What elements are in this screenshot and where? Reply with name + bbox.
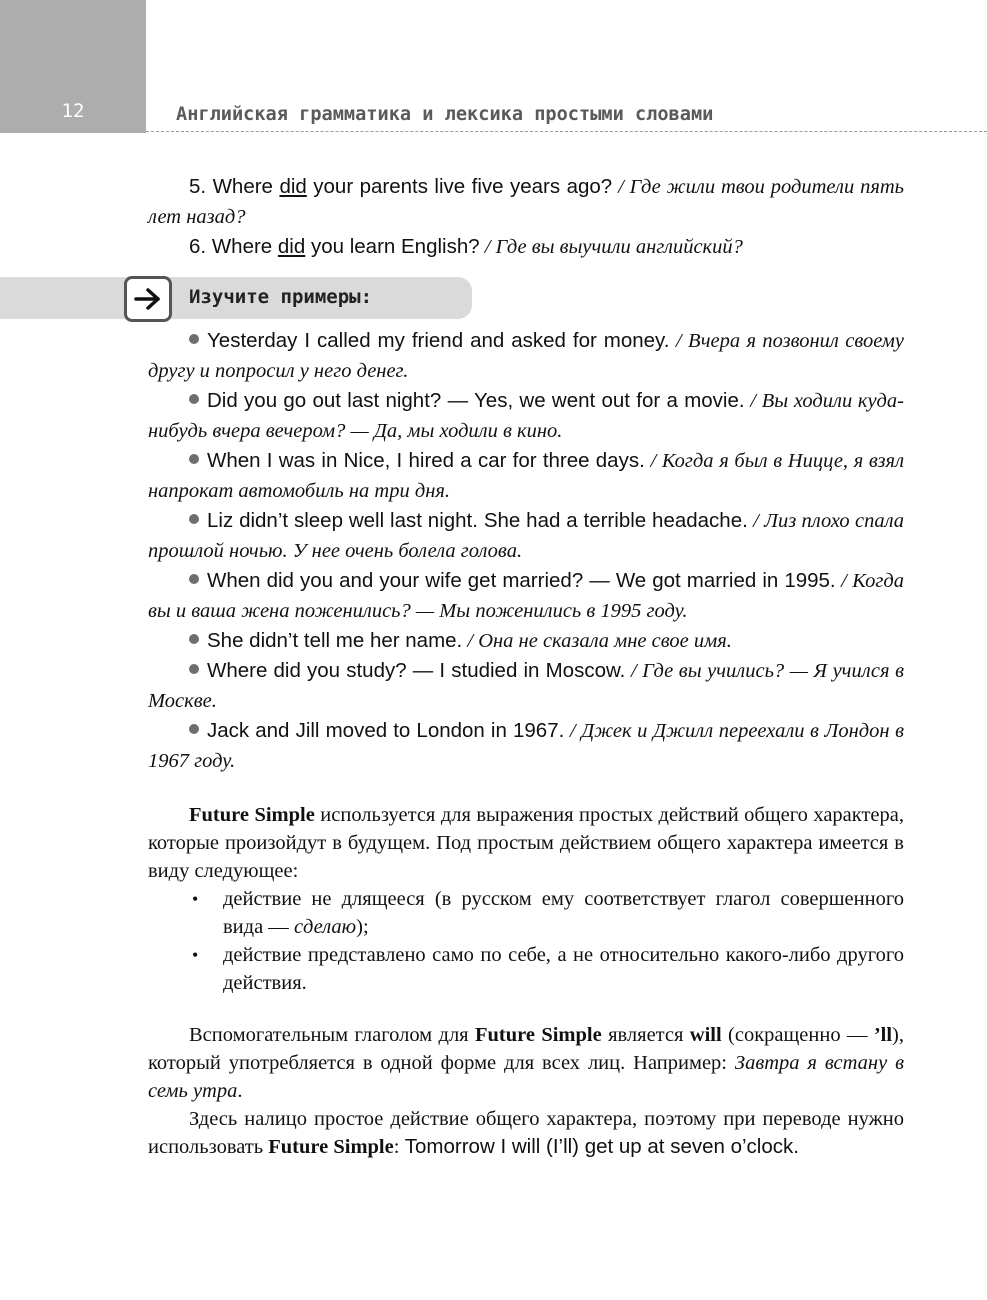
rule-list	[148, 885, 904, 997]
bullet-icon: •	[192, 889, 199, 909]
header-divider	[146, 131, 987, 132]
rule-list-item: • действие не длящееся (в русском ему соответствует глагол совершенного вида — сделаю);	[148, 885, 904, 941]
bullet-icon	[189, 634, 199, 644]
question-5: 5. Where did your parents live five years ago? / Где жили твои родители пять лет назад?	[148, 175, 905, 228]
example-item: Yesterday I called my friend and asked for money. / Вчера я позвонил своему другу и попросил у него денег.	[148, 329, 904, 382]
bullet-icon	[189, 334, 199, 344]
example-item: Did you go out last night? — Yes, we went out for a movie. / Вы ходили куда-нибудь вчера вечером? — Да, мы ходили в кино.	[148, 389, 904, 442]
banner-title: Изучите примеры:	[189, 286, 373, 308]
example-item: Where did you study? — I studied in Moscow. / Где вы учились? — Я учился в Москве.	[148, 659, 904, 712]
bullet-icon	[189, 664, 199, 674]
paragraph-auxiliary: Вспомогательным глаголом для Future Simple является will (сокращенно — ’ll), который употребляется в одной форме для всех лиц. Например: Завтра я встану в семь утра.	[148, 1024, 904, 1102]
paragraph-explanation: Здесь налицо простое действие общего характера, поэтому при переводе нужно использовать Future Simple: Tomorrow I will (I’ll) get up at seven o’clock.	[148, 1108, 904, 1158]
example-item: Jack and Jill moved to London in 1967. / Джек и Джилл переехали в Лондон в 1967 году.	[148, 719, 905, 772]
running-title: Английская грамматика и лексика простыми словами	[176, 104, 714, 125]
aux-did: did	[279, 175, 307, 198]
examples-banner	[0, 277, 472, 319]
aux-did: did	[277, 235, 306, 258]
page-number: 12	[61, 100, 85, 122]
question-6: 6. Where did you learn English? / Где вы выучили английский?	[189, 235, 743, 258]
translation: / Где жили твои родители пять лет назад?	[148, 176, 905, 228]
example-item: When I was in Nice, I hired a car for three days. / Когда я был в Ницце, я взял напрокат автомобиль на три дня.	[148, 449, 905, 502]
paragraph-definition: Future Simple используется для выражения простых действий общего характера, которые произойдут в будущем. Под простым действием общего характера имеется в виду следующее:	[148, 804, 904, 882]
bullet-icon: •	[192, 945, 199, 965]
rule-list-item: • действие представлено само по себе, а не относительно какого-либо другого действия.	[148, 941, 904, 997]
page-content	[148, 173, 904, 1161]
example-item: She didn’t tell me her name. / Она не сказала мне свое имя.	[148, 627, 904, 657]
example-item: Liz didn’t sleep well last night. She had a terrible headache. / Лиз плохо спала прошлой ночью. У нее очень болела голова.	[148, 509, 905, 562]
bullet-icon	[189, 724, 199, 734]
arrow-right-icon	[124, 276, 172, 322]
bullet-icon	[189, 394, 199, 404]
translation: / Где вы выучили английский?	[484, 236, 743, 258]
example-item: When did you and your wife get married? — We got married in 1995. / Когда вы и ваша жена поженились? — Мы поженились в 1995 году.	[148, 569, 904, 622]
bullet-icon	[189, 454, 199, 464]
bullet-icon	[189, 514, 199, 524]
term-future-simple: Future Simple	[189, 804, 315, 826]
grammar-section	[148, 801, 904, 1161]
bullet-icon	[189, 574, 199, 584]
